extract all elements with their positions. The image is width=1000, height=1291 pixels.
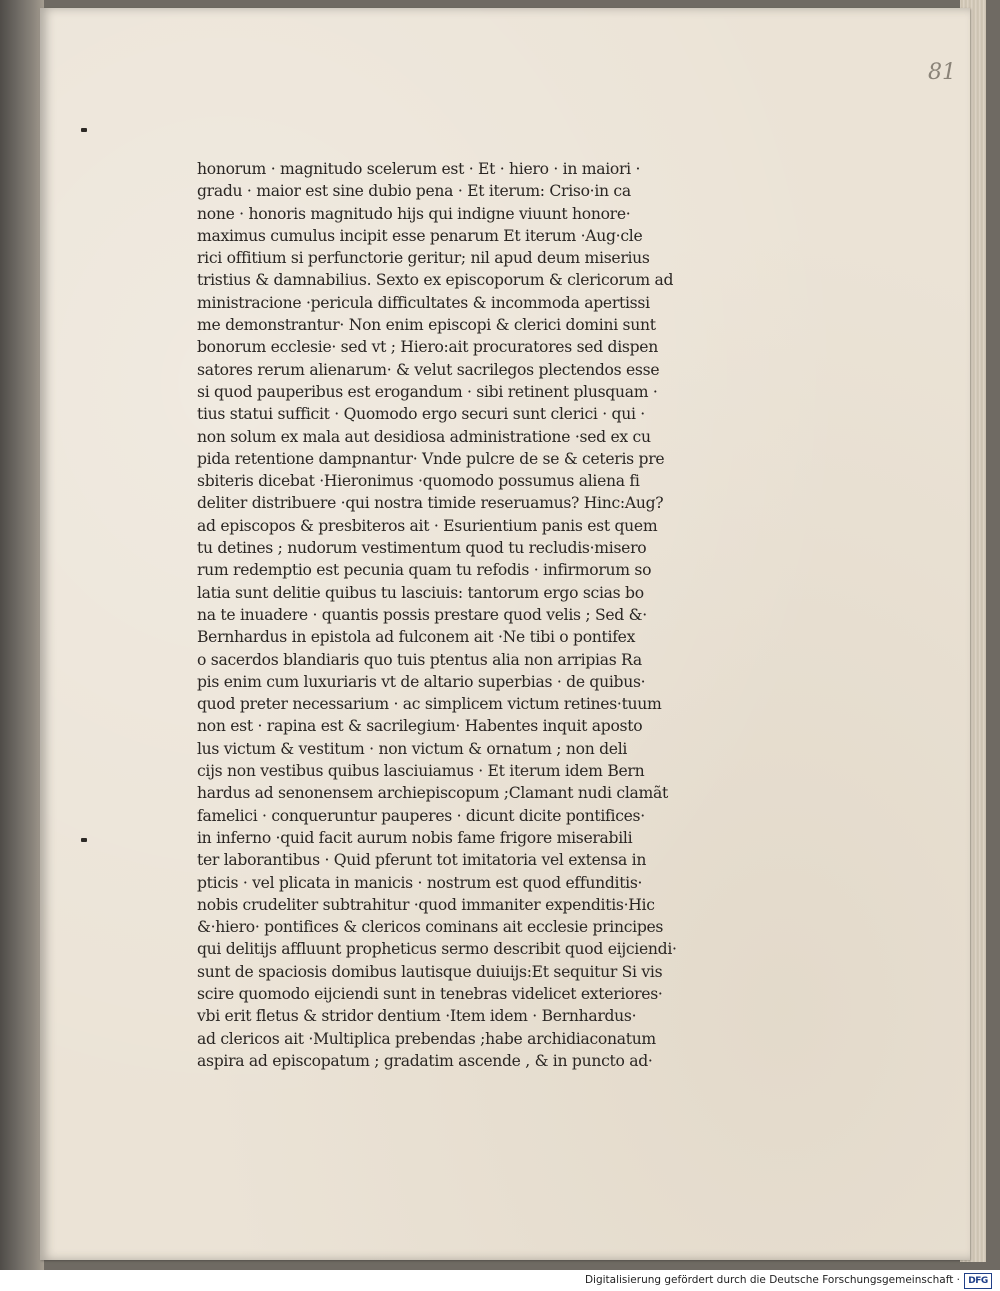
text-line: honorum · magnitudo scelerum est · Et · hiero · in maiori ·	[197, 160, 641, 178]
book-spine-shadow	[0, 0, 44, 1270]
text-line: bonorum ecclesie· sed vt ; Hiero:ait procuratores sed dispen	[197, 338, 658, 357]
text-line: ad clericos ait ·Multiplica prebendas ;habe archidiaconatum	[197, 1029, 656, 1048]
binding-mark	[81, 838, 87, 842]
text-line: deliter distribuere ·qui nostra timide reseruamus? Hinc:Aug?	[197, 494, 664, 513]
folio-number: 81	[928, 60, 956, 85]
text-line: o sacerdos blandiaris quo tuis ptentus alia non arripias Ra	[197, 650, 642, 669]
text-line: satores rerum alienarum· & velut sacrilegos plectendos esse	[197, 360, 660, 379]
text-line: &·hiero· pontifices & clericos cominans ait ecclesie principes	[197, 918, 664, 937]
binding-mark	[81, 128, 87, 132]
text-line: pticis · vel plicata in manicis · nostrum est quod effunditis·	[197, 873, 643, 892]
text-line: vbi erit fletus & stridor dentium ·Item idem · Bernhardus·	[197, 1007, 637, 1026]
text-line: pis enim cum luxuriaris vt de altario superbias · de quibus·	[197, 672, 646, 691]
funding-credit: Digitalisierung gefördert durch die Deutsche Forschungsgemeinschaft ·	[584, 1274, 960, 1286]
text-line: pida retentione dampnantur· Vnde pulcre de se & ceteris pre	[197, 449, 665, 468]
text-line: nobis crudeliter subtrahitur ·quod immaniter expenditis·Hic	[197, 895, 655, 914]
text-line: ter laborantibus · Quid pferunt tot imitatoria vel extensa in	[197, 851, 647, 870]
text-line: tius statui sufficit · Quomodo ergo securi sunt clerici · qui ·	[197, 405, 645, 424]
text-line: lus victum & vestitum · non victum & ornatum ; non deli	[197, 739, 628, 758]
text-line: tu detines ; nudorum vestimentum quod tu recludis·misero	[197, 539, 647, 558]
footer-bar	[0, 1270, 1000, 1291]
text-line: non est · rapina est & sacrilegium· Habentes inquit aposto	[197, 717, 643, 736]
text-line: ministracione ·pericula difficultates & incommoda apertissi	[197, 293, 650, 312]
text-line: ad episcopos & presbiteros ait · Esurientium panis est quem	[197, 516, 658, 535]
text-line: na te inuadere · quantis possis prestare quod velis ; Sed &·	[197, 605, 647, 624]
text-line: quod preter necessarium · ac simplicem victum retines·tuum	[197, 695, 662, 714]
text-line: latia sunt delitie quibus tu lasciuis: tantorum ergo scias bo	[197, 583, 644, 602]
text-line: none · honoris magnitudo hijs qui indigne viuunt honore·	[197, 204, 631, 223]
text-line: sunt de spaciosis domibus lautisque duiuijs:Et sequitur Si vis	[197, 962, 663, 981]
printed-text-block	[197, 158, 727, 1072]
text-line: tristius & damnabilius. Sexto ex episcoporum & clericorum ad	[197, 271, 674, 290]
text-line: me demonstrantur· Non enim episcopi & clerici domini sunt	[197, 316, 656, 335]
text-line: aspira ad episcopatum ; gradatim ascende , & in puncto ad·	[197, 1051, 653, 1070]
dfg-logo: DFG	[964, 1273, 992, 1289]
text-line: in inferno ·quid facit aurum nobis fame frigore miserabili	[197, 828, 633, 847]
text-line: non solum ex mala aut desidiosa administratione ·sed ex cu	[197, 427, 651, 446]
text-line: Bernhardus in epistola ad fulconem ait ·Ne tibi o pontifex	[197, 628, 636, 647]
text-line: hardus ad senonensem archiepiscopum ;Clamant nudi clamãt	[197, 784, 668, 803]
text-line: rici offitium si perfunctorie geritur; nil apud deum miserius	[197, 249, 650, 268]
text-line: qui delitijs affluunt propheticus sermo describit quod eijciendi·	[197, 940, 677, 959]
text-line: cijs non vestibus quibus lasciuiamus · Et iterum idem Bern	[197, 762, 645, 781]
text-line: maximus cumulus incipit esse penarum Et iterum ·Aug·cle	[197, 226, 643, 245]
text-line: rum redemptio est pecunia quam tu refodis · infirmorum so	[197, 561, 652, 580]
text-line: famelici · conqueruntur pauperes · dicunt dicite pontifices·	[197, 806, 645, 825]
text-line: scire quomodo eijciendi sunt in tenebras videlicet exteriores·	[197, 984, 663, 1003]
text-line: si quod pauperibus est erogandum · sibi retinent plusquam ·	[197, 382, 658, 401]
text-line: sbiteris dicebat ·Hieronimus ·quomodo possumus aliena fi	[197, 472, 640, 491]
text-line: gradu · maior est sine dubio pena · Et iterum: Criso·in ca	[197, 182, 631, 201]
